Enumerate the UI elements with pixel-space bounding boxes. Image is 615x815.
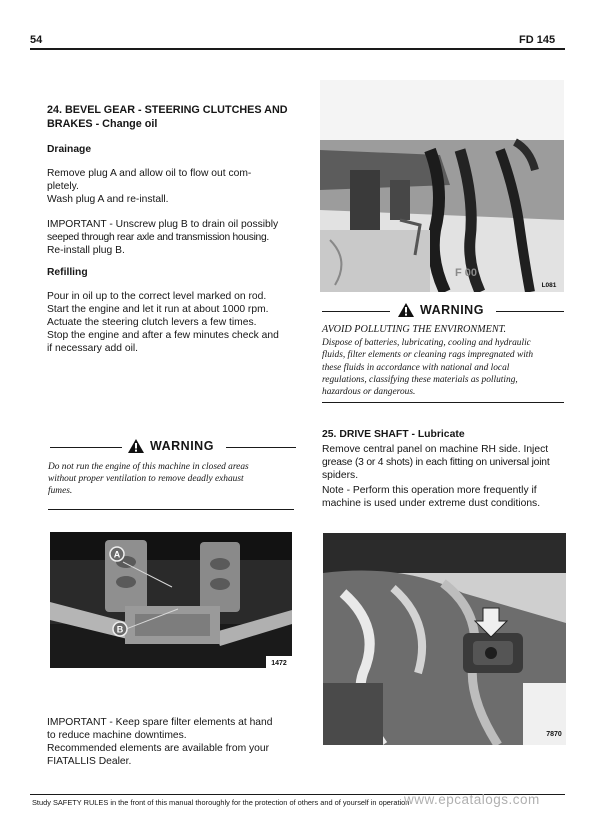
watermark: www.epcatalogs.com: [404, 792, 540, 807]
warning-triangle-icon: [398, 303, 414, 317]
section-25-line2: grease (3 or 4 shots) in each fitting on universal joint: [322, 456, 550, 468]
warning-left-rule-right: [226, 447, 296, 448]
transmission-area-photo: [320, 80, 564, 292]
important-bottom-line1: IMPORTANT - Keep spare filter elements at hand: [47, 717, 273, 728]
important-bottom-line2: to reduce machine downtimes.: [47, 730, 187, 741]
warning-right-label: WARNING: [420, 303, 484, 317]
warning-right-bottom-rule: [322, 402, 564, 403]
refilling-line2: Start the engine and let it run at about 1000 rpm.: [47, 304, 269, 315]
warning-left-title: [128, 439, 214, 453]
warning-right-rule-left: [322, 311, 390, 312]
refilling-line3: Actuate the steering clutch levers a few times.: [47, 317, 257, 328]
figure-7870-label: 7870: [546, 731, 562, 738]
important-spare-filters: [47, 716, 297, 768]
drive-shaft-photo: [323, 533, 566, 745]
warning-right-title: [398, 303, 484, 317]
refilling-heading: Refilling: [47, 267, 88, 278]
warning-right-line4: regulations, classifying these materials as polluting,: [322, 374, 518, 385]
drainage-line3: Wash plug A and re-install.: [47, 194, 169, 205]
warning-left-line1: Do not run the engine of this machine in closed areas: [48, 462, 249, 472]
important-line3: Re-install plug B.: [47, 245, 125, 256]
plug-a-label: A: [113, 549, 121, 560]
warning-left-bottom-rule: [48, 509, 294, 510]
important-bottom-line3: Recommended elements are available from your: [47, 743, 270, 754]
figure-l081-label: L081: [541, 282, 557, 289]
drainage-line1: Remove plug A and allow oil to flow out com-: [47, 168, 252, 179]
important-line1: IMPORTANT - Unscrew plug B to drain oil possibly: [47, 219, 279, 230]
warning-right-text: [322, 324, 566, 398]
warning-right-rule-right: [496, 311, 564, 312]
section-24-title-line1: 24. BEVEL GEAR - STEERING CLUTCHES AND: [47, 104, 288, 116]
important-line2: seeped through rear axle and transmission housing.: [47, 232, 269, 243]
section-25-line1: Remove central panel on machine RH side. Inject: [322, 443, 549, 455]
footer-safety-text: Study SAFETY RULES in the front of this manual thoroughly for the protection of others and of yourself in operation: [32, 798, 410, 807]
warning-left-line2: without proper ventilation to remove deadly exhaust: [48, 474, 244, 485]
warning-left-rule-left: [50, 447, 122, 448]
refilling-line1: Pour in oil up to the correct level marked on rod.: [47, 291, 267, 302]
figure-1472-label: 1472: [271, 660, 287, 667]
section-24-title-line2: BRAKES - Change oil: [47, 117, 158, 130]
warning-left-line3: fumes.: [48, 486, 73, 497]
warning-left-text: [48, 461, 300, 498]
refilling-line5: if necessary add oil.: [47, 343, 139, 354]
important-bottom-line4: FIATALLIS Dealer.: [47, 756, 132, 767]
refilling-line4: Stop the engine and after a few minutes check and: [47, 330, 279, 341]
warning-right-line1: Dispose of batteries, lubricating, cooling and hydraulic: [322, 338, 531, 349]
warning-triangle-icon: [128, 439, 144, 453]
warning-right-heading: AVOID POLLUTING THE ENVIRONMENT.: [322, 324, 507, 335]
figure-overlay-text: F 00: [455, 267, 478, 279]
model-code: FD 145: [519, 34, 556, 46]
drainage-line2: pletely.: [47, 181, 79, 192]
section-25-title: 25. DRIVE SHAFT - Lubricate: [322, 429, 465, 440]
page-number: 54: [30, 34, 43, 46]
section-25-line3: spiders.: [322, 469, 359, 481]
drainage-heading: Drainage: [47, 144, 92, 155]
plug-b-label: B: [116, 624, 124, 635]
warning-right-line2: fluids, filter elements or cleaning rags impregnated with: [322, 350, 534, 361]
section-25-note-line1: Note - Perform this operation more frequently if: [322, 484, 537, 496]
header-rule: [30, 48, 565, 50]
bevel-gear-housing-photo: [50, 532, 292, 668]
warning-right-line3: these fluids in accordance with national and local: [322, 362, 510, 373]
warning-left-label: WARNING: [150, 439, 214, 453]
section-25: [322, 428, 568, 510]
section-24: [47, 104, 297, 355]
warning-right-line5: hazardous or dangerous.: [322, 387, 416, 398]
section-25-note-line2: machine is used under extreme dust conditions.: [322, 497, 541, 509]
